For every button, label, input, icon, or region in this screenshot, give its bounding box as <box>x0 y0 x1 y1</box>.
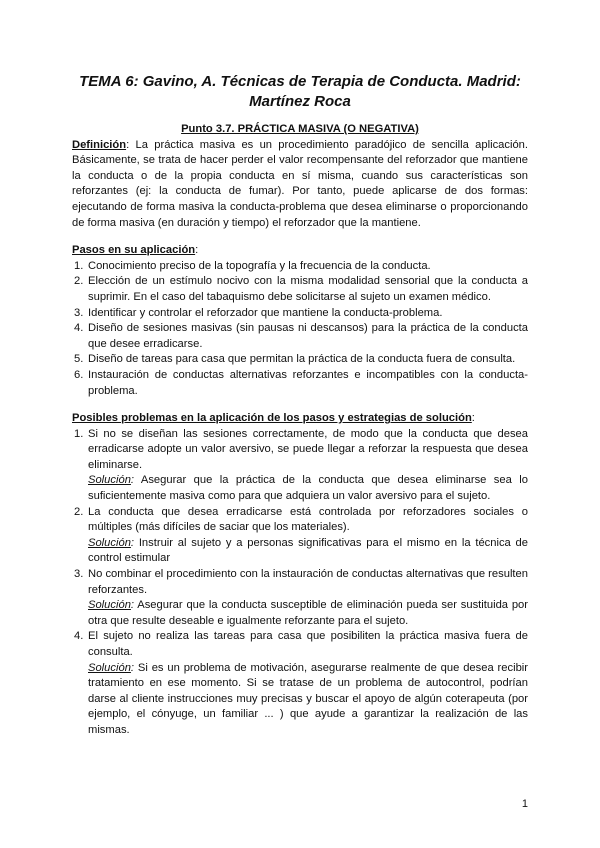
list-item <box>72 352 528 368</box>
definition-paragraph <box>72 138 528 232</box>
item-number: 3. <box>74 568 84 581</box>
solution-label: Solución <box>88 661 131 674</box>
list-item <box>72 259 528 275</box>
definition-text: La práctica masiva es un procedimiento paradójico de sencilla aplicación. Básicamente, se trata de hacer perder el valor recompensante del reforzador que mantiene la conducta o de la propia conducta en sí misma, cuando sus características son reforzantes (ej: la conducta de fumar). Por tanto, puede aplicarse de dos formas: ejecutando de forma masiva la conducta-problema que desea eliminarse o proporcionando de forma masiva (en duración y tiempo) el reforzador que la mantiene. <box>72 138 529 229</box>
solution-paragraph: Solución: Instruir al sujeto y a personas significativas para el mismo en la técnica de control estimular <box>88 536 529 565</box>
item-number: 3. <box>74 306 84 319</box>
problem-text: El sujeto no realiza las tareas para casa que posibiliten la práctica masiva fuera de consulta. <box>88 630 528 658</box>
item-number: 4. <box>74 630 84 643</box>
list-item <box>72 306 528 322</box>
item-number: 5. <box>74 353 84 366</box>
item-text: Elección de un estímulo nocivo con la misma modalidad sensorial que la conducta a suprimir. En el caso del tabaquismo debe solicitarse al sujeto un examen médico. <box>88 275 528 303</box>
item-text: Instauración de conductas alternativas reforzantes e incompatibles con la conducta-problema. <box>88 368 528 397</box>
section-subtitle: Punto 3.7. PRÁCTICA MASIVA (O NEGATIVA) <box>181 123 419 135</box>
item-text: Diseño de tareas para casa que permitan la práctica de la conducta fuera de consulta. <box>88 353 516 366</box>
definition-separator: : <box>126 138 130 151</box>
solution-text: Asegurar que la práctica de la conducta que desea eliminarse sea lo suficientemente masiva como para que adquiera un valor aversivo para el sujeto. <box>88 474 528 503</box>
problems-heading-line <box>72 411 528 427</box>
item-number: 1. <box>74 427 84 440</box>
item-text: Identificar y controlar el reforzador que mantiene la conducta-problema. <box>88 306 443 319</box>
item-number: 2. <box>74 505 84 518</box>
solution-text: Si es un problema de motivación, asegurarse realmente de que desea recibir tratamiento en ese momento. Si se tratase de un problema de autocontrol, podrían darse al cliente instrucciones muy precisas y buscar el apoyo de algún coterapeuta (por ejemplo, el cónyuge, un familiar ... ) que ayude a garantizar la realización de las mismas. <box>88 661 529 736</box>
list-item <box>72 274 528 305</box>
solution-paragraph: Solución: Asegurar que la conducta susceptible de eliminación pueda ser sustituida por otra que resulte deseable e igualmente reforzante para el sujeto. <box>88 599 528 627</box>
solution-text: Asegurar que la conducta susceptible de eliminación pueda ser sustituida por otra que resulte deseable e igualmente reforzante para el sujeto. <box>88 599 528 627</box>
list-item <box>72 505 528 567</box>
problems-section <box>72 411 528 738</box>
solution-text: Instruir al sujeto y a personas significativas para el mismo en la técnica de control estimular <box>88 536 529 565</box>
steps-list <box>72 259 528 399</box>
problems-list <box>72 427 528 739</box>
solution-label: Solución <box>88 599 131 612</box>
list-item <box>72 629 528 738</box>
problems-heading: Posibles problemas en la aplicación de los pasos y estrategias de solución <box>72 412 472 425</box>
problem-text: La conducta que desea erradicarse está controlada por reforzadores sociales o múltiples (más difíciles de saciar que los materiales). <box>88 505 528 534</box>
page-number: 1 <box>521 798 528 810</box>
item-number: 1. <box>74 259 84 272</box>
solution-paragraph: Solución: Asegurar que la práctica de la conducta que desea eliminarse sea lo suficientemente masiva como para que adquiera un valor aversivo para el sujeto. <box>88 474 528 503</box>
steps-heading-line <box>72 243 528 259</box>
steps-section <box>72 243 528 399</box>
steps-heading: Pasos en su aplicación <box>72 244 196 257</box>
problem-text: No combinar el procedimiento con la instauración de conductas alternativas que resulten reforzantes. <box>88 568 528 596</box>
document-page <box>72 72 528 739</box>
document-title: TEMA 6: Gavino, A. Técnicas de Terapia de Conducta. Madrid: Martínez Roca <box>79 73 521 110</box>
solution-label: Solución <box>88 474 131 487</box>
list-item <box>72 368 528 399</box>
list-item <box>72 321 528 352</box>
solution-paragraph: Solución: Si es un problema de motivación, asegurarse realmente de que desea recibir tratamiento en ese momento. Si se tratase de un problema de autocontrol, podrían darse al cliente instrucciones muy precisas y buscar el apoyo de algún coterapeuta (por ejemplo, el cónyuge, un familiar ... ) que ayude a garantizar la realización de las mismas. <box>88 661 529 736</box>
item-number: 2. <box>74 275 84 288</box>
definition-label: Definición <box>72 138 127 151</box>
item-text: Conocimiento preciso de la topografía y la frecuencia de la conducta. <box>88 259 431 272</box>
list-item <box>72 567 528 629</box>
problem-text: Si no se diseñan las sesiones correctamente, de modo que la conducta que desea erradicarse adopte un valor aversivo, se puede llegar a reforzar la respuesta que desea eliminarse. <box>88 427 528 471</box>
problems-heading-colon: : <box>471 412 475 425</box>
item-number: 4. <box>74 322 84 335</box>
item-text: Diseño de sesiones masivas (sin pausas ni descansos) para la práctica de la conducta que desee erradicarse. <box>88 322 528 350</box>
solution-label: Solución <box>88 536 131 549</box>
steps-heading-colon: : <box>195 244 199 257</box>
list-item <box>72 427 528 505</box>
item-number: 6. <box>74 368 84 381</box>
